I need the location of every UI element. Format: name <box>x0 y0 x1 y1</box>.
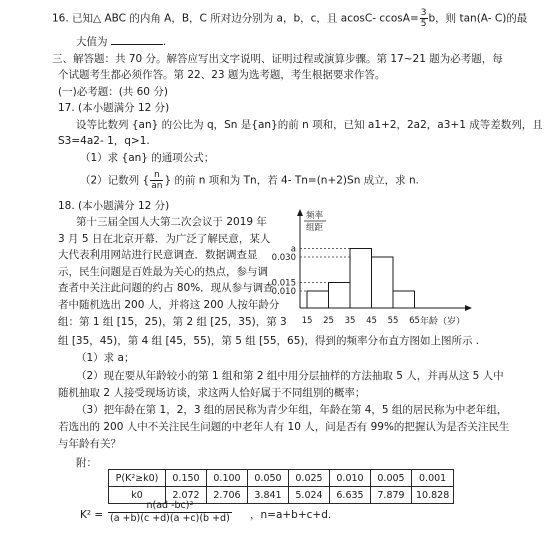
k2-p-cell: 0.150 <box>166 470 207 487</box>
x-tick-label: 45 <box>366 316 377 326</box>
q18-full-1: （1）求 a； <box>76 352 135 364</box>
k2-formula-num: n(ad -bc)² <box>108 500 232 513</box>
q16-line2-a: 大值为 <box>76 36 108 48</box>
q16-frac-den: 5 <box>420 19 427 29</box>
k2-p-cell: 0.010 <box>330 470 371 487</box>
q18-full-6: 与年龄有关？ <box>58 438 121 450</box>
y-tick-label: 0.015 <box>271 278 296 289</box>
q17-line2: S3=4a2- 1，q>1. <box>58 135 150 147</box>
q16-line1 <box>52 8 527 29</box>
x-tick-label: 15 <box>301 316 313 326</box>
y-tick-label: 0.010 <box>271 287 296 297</box>
q17-header: 17. (本小题满分 12 分) <box>58 102 170 114</box>
q16-fraction <box>420 8 428 29</box>
k2-row2-label: k0 <box>109 487 166 504</box>
k2-formula-tail: ，n=a+b+c+d. <box>250 509 332 521</box>
k2-formula-lhs: K² = <box>80 509 104 521</box>
q16-text-b: b，则 tan(A- C)的最 <box>428 12 528 25</box>
section3-line1: 三、解答题：共 70 分。解答应写出文字说明、证明过程或演算步骤。第 17~21 题为必考题，每 <box>52 53 503 65</box>
section3-line2: 个试题考生都必须作答。第 22、23 题为选考题，考生根据要求作答。 <box>58 69 386 81</box>
k2-k0-cell: 3.841 <box>248 487 289 504</box>
frequency-histogram <box>262 206 482 332</box>
k2-k0-cell: 10.828 <box>412 487 454 504</box>
q18-full-5: 若选出的 200 人中不关注民生问题的中老年人有 10 人，问是否有 99%的把握认为是否关注民生 <box>58 421 510 433</box>
histogram-bar <box>329 283 351 309</box>
k2-p-cell: 0.025 <box>289 470 330 487</box>
k2-critical-table <box>108 469 454 504</box>
y-axis-arrow <box>297 209 303 216</box>
q18-line-6: 组：第 1 组 [15，25)，第 2 组 [25，35)，第 3 <box>58 316 287 328</box>
q18-full-3: 随机抽取 2 人接受现场访谈，求这两人恰好属于不同组别的概率； <box>58 387 366 399</box>
k2-formula-den: (a +b)(c +d)(a +c)(b +d) <box>110 513 230 524</box>
histogram-bar <box>307 291 329 308</box>
k2-k0-cell: 2.072 <box>166 487 207 504</box>
k2-formula-fraction <box>108 500 232 525</box>
q17-line1: 设等比数列 {an} 的公比为 q，Sn 是{an}的前 n 项和，已知 a1+2，2a2，a3+1 成等差数列，且 <box>76 119 543 131</box>
histogram-bar <box>372 257 394 308</box>
q17-part2-fraction <box>150 170 163 191</box>
ylabel-bottom: 组距 <box>306 223 324 233</box>
x-tick-label: 35 <box>344 316 356 326</box>
q18-line-1: 3 月 5 日在北京开幕．为广泛了解民意，某人 <box>58 233 271 245</box>
q17-part2 <box>80 170 419 191</box>
q16-line2 <box>76 34 166 49</box>
k2-k0-cell: 2.706 <box>207 487 248 504</box>
q16-line2-b: . <box>162 36 167 48</box>
q18-line-5: 者中随机选出 200 人，并将这 200 人按年龄分 <box>58 299 280 311</box>
x-tick-label: 55 <box>387 316 399 326</box>
section3-sub: (一)必考题：(共 60 分) <box>58 86 168 98</box>
k2-p-cell: 0.050 <box>248 470 289 487</box>
q17-part2-b: } 的前 n 项和为 Tn，若 4- Tn=(n+2)Sn 成立，求 n. <box>164 174 420 187</box>
xlabel: 年龄（岁） <box>420 317 466 327</box>
k2-p-cell: 0.005 <box>371 470 412 487</box>
x-tick-label: 65 <box>409 316 420 326</box>
ylabel-top: 频率 <box>306 211 324 221</box>
q17-part1: （1）求 {an} 的通项公式； <box>80 152 215 164</box>
y-tick-label: 0.030 <box>271 253 296 263</box>
k2-p-cell: 0.001 <box>412 470 454 487</box>
q18-line-2: 大代表利用网站进行民意调查．数据调查显 <box>58 249 258 261</box>
y-tick-label: a <box>290 244 296 255</box>
q17-frac-den: an <box>151 181 163 191</box>
x-axis-arrow <box>465 305 472 311</box>
q16-text-a: 已知△ ABC 的内角 A，B，C 所对边分别为 a，b，c，且 acosC- ccosA= <box>72 12 419 25</box>
q16-answer-blank <box>111 34 163 45</box>
k2-k0-cell: 7.879 <box>371 487 412 504</box>
k2-k0-cell: 6.635 <box>330 487 371 504</box>
q18-full-2: （2）现在要从年龄较小的第 1 组和第 2 组中用分层抽样的方法抽取 5 人，并再从这 5 人中 <box>76 370 504 382</box>
q18-line-3: 示，民生问题是百姓最为关心的热点，参与调 <box>58 266 268 278</box>
q16-frac-num: 3 <box>420 8 427 18</box>
q17-part2-a: （2）记数列 { <box>80 174 150 187</box>
histogram-bar <box>393 291 415 308</box>
k2-row-probability <box>109 470 454 487</box>
q18-header: 18. (本小题满分 12 分) <box>58 200 170 212</box>
q16-number: 16. <box>52 12 69 25</box>
q18-line-0: 第十三届全国人大第二次会议于 2019 年 <box>76 216 267 228</box>
k2-row1-label: P(K²≥k0) <box>109 470 166 487</box>
q17-frac-num: n <box>150 170 163 181</box>
k2-p-cell: 0.100 <box>207 470 248 487</box>
q18-appendix: 附： <box>76 457 97 469</box>
q18-full-0: 组 [35，45)，第 4 组 [45，55)，第 5 组 [55，65)，得到的频率分布直方图如上图所示 . <box>58 335 480 347</box>
q18-full-4: （3）把年龄在第 1，2，3 组的居民称为青少年组，年龄在第 4，5 组的居民称为中老年组， <box>76 404 508 416</box>
q18-line-4: 查者中关注此问题的约占 80%．现从参与调查 <box>58 282 274 294</box>
x-tick-label: 25 <box>323 316 334 326</box>
histogram-bar <box>350 249 372 309</box>
k2-k0-cell: 5.024 <box>289 487 330 504</box>
